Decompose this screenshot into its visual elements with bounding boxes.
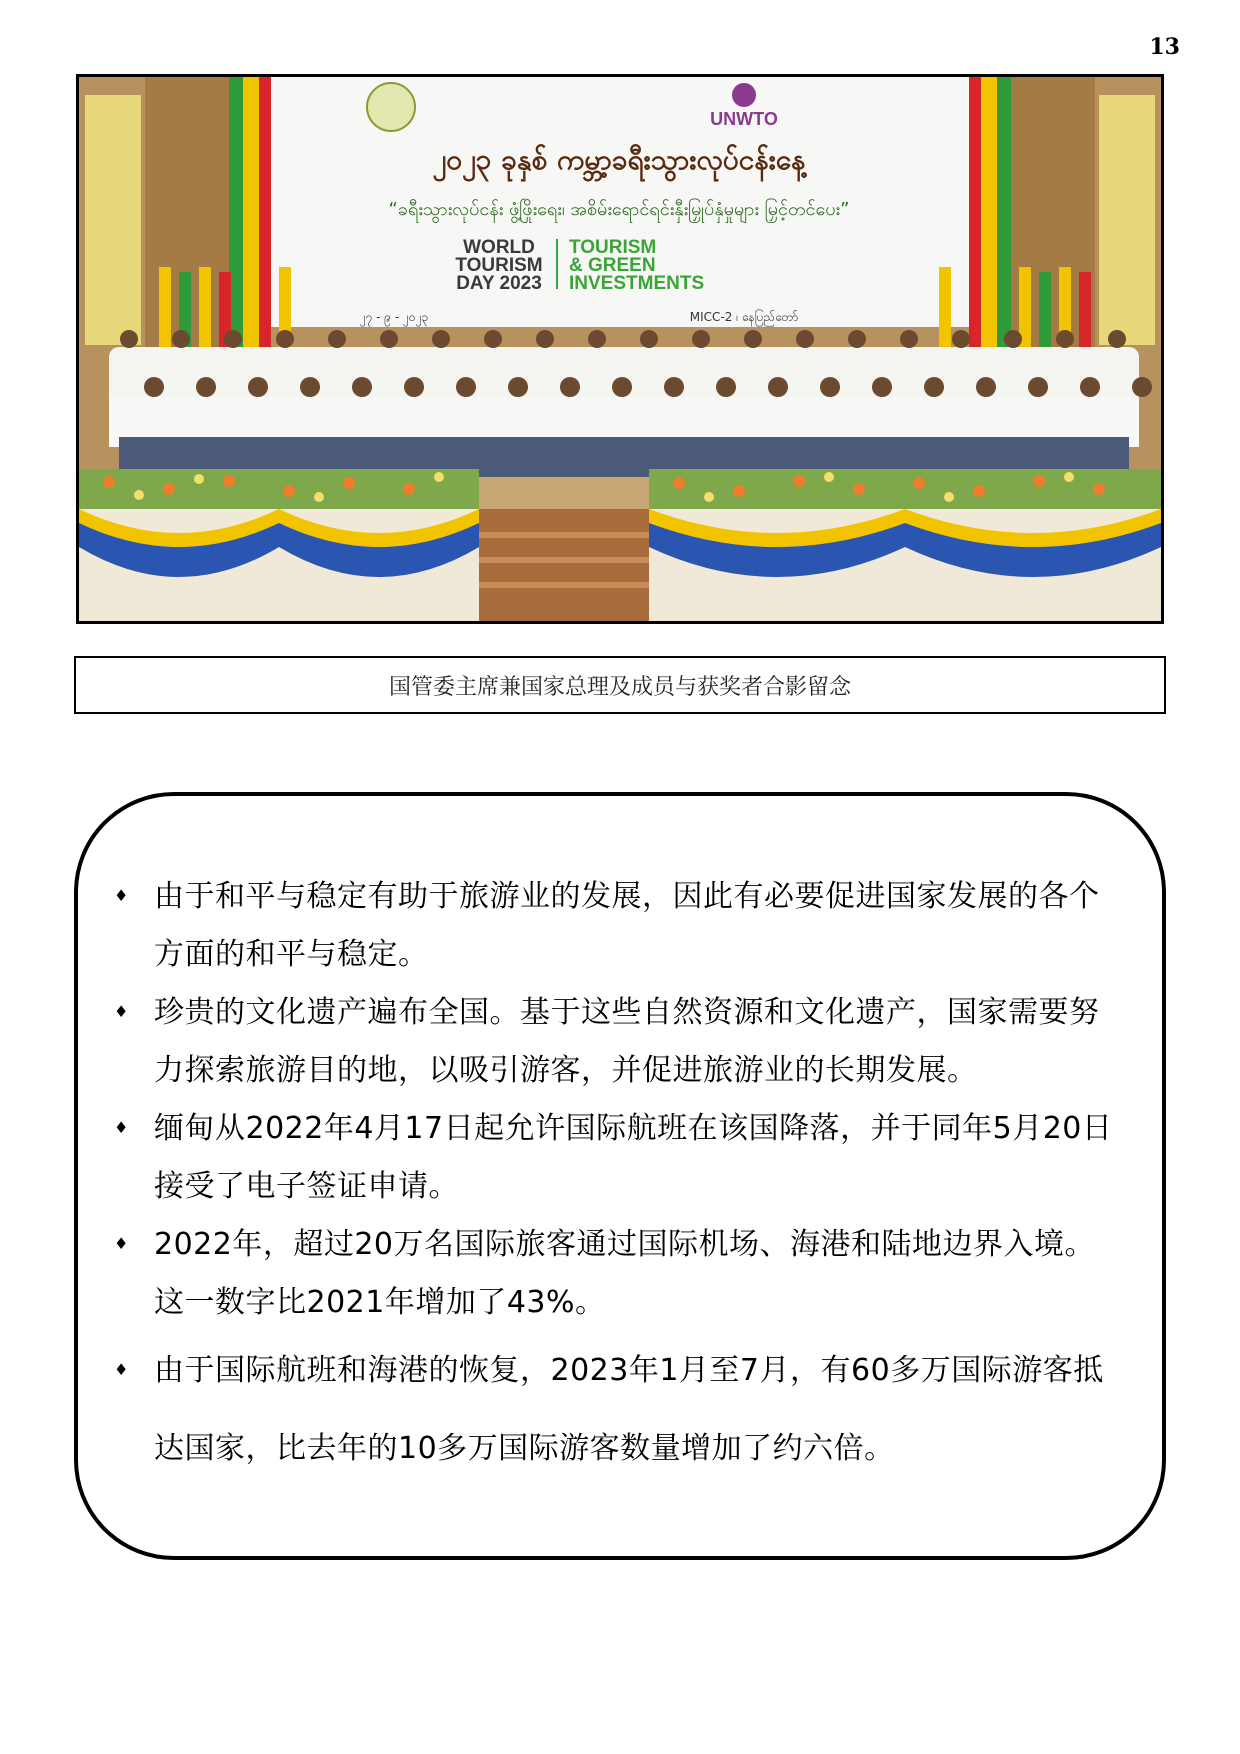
person-head bbox=[352, 377, 372, 397]
person-head bbox=[560, 377, 580, 397]
theme-line-1: TOURISM bbox=[569, 237, 657, 258]
person-head bbox=[872, 377, 892, 397]
diamond-bullet-icon: ♦ bbox=[114, 1360, 129, 1379]
bullet-text: 珍贵的文化遗产遍布全国。基于这些自然资源和文化遗产，国家需要努力探索旅游目的地，以吸引游客，并促进旅游业的长期发展。 bbox=[154, 995, 1100, 1088]
bullet-item bbox=[114, 868, 1124, 984]
person-head bbox=[952, 330, 970, 348]
bullet-item bbox=[114, 984, 1124, 1100]
person-head bbox=[380, 330, 398, 348]
person-head bbox=[1132, 377, 1152, 397]
person-head bbox=[1080, 377, 1100, 397]
person-head bbox=[300, 377, 320, 397]
page-number: 13 bbox=[1149, 34, 1180, 60]
ministry-logo-icon bbox=[367, 83, 415, 131]
person-head bbox=[404, 377, 424, 397]
person-head bbox=[612, 377, 632, 397]
person-head bbox=[172, 330, 190, 348]
person-head bbox=[484, 330, 502, 348]
person-head bbox=[144, 377, 164, 397]
person-head bbox=[692, 330, 710, 348]
person-head bbox=[1056, 330, 1074, 348]
group-photo-illustration bbox=[79, 77, 1161, 621]
person-head bbox=[1028, 377, 1048, 397]
person-head bbox=[664, 377, 684, 397]
diamond-bullet-icon: ♦ bbox=[114, 1118, 129, 1137]
person-head bbox=[900, 330, 918, 348]
person-head bbox=[508, 377, 528, 397]
person-head bbox=[248, 377, 268, 397]
bullet-text: 由于和平与稳定有助于旅游业的发展，因此有必要促进国家发展的各个方面的和平与稳定。 bbox=[154, 879, 1100, 972]
person-head bbox=[120, 330, 138, 348]
banner-slogan: “ခရီးသွားလုပ်ငန်း ဖွံ့ဖြိုးရေး၊ အစိမ်းရောင်ရင်းနှီးမြှုပ်နှံမှုများ မြှင့်တင်ပေး” bbox=[388, 199, 850, 220]
person-head bbox=[328, 330, 346, 348]
unwto-logo-text: UNWTO bbox=[710, 109, 778, 129]
person-head bbox=[276, 330, 294, 348]
person-head bbox=[744, 330, 762, 348]
bullet-item bbox=[114, 1216, 1124, 1332]
person-head bbox=[716, 377, 736, 397]
person-head bbox=[196, 377, 216, 397]
person-head bbox=[640, 330, 658, 348]
wtd-line-1: WORLD bbox=[463, 237, 535, 258]
event-date: ၂၇ - ၉ - ၂၀၂၃ bbox=[359, 310, 429, 324]
diamond-bullet-icon: ♦ bbox=[114, 1234, 129, 1253]
info-box bbox=[74, 792, 1166, 1560]
group-photo bbox=[76, 74, 1164, 624]
banner-title: ၂၀၂၃ ခုနှစ် ကမ္ဘာ့ခရီးသွားလုပ်ငန်းနေ့ bbox=[432, 143, 806, 176]
person-head bbox=[924, 377, 944, 397]
person-head bbox=[820, 377, 840, 397]
person-head bbox=[432, 330, 450, 348]
person-head bbox=[1108, 330, 1126, 348]
photo-caption: 国管委主席兼国家总理及成员与获奖者合影留念 bbox=[74, 656, 1166, 714]
theme-line-2: & GREEN bbox=[569, 255, 656, 276]
wtd-line-2: TOURISM bbox=[455, 255, 543, 276]
diamond-bullet-icon: ♦ bbox=[114, 886, 129, 905]
person-head bbox=[456, 377, 476, 397]
person-head bbox=[768, 377, 788, 397]
wtd-line-3: DAY 2023 bbox=[456, 273, 542, 294]
bullet-text: 由于国际航班和海港的恢复，2023年1月至7月，有60多万国际游客抵达国家，比去年的10多万国际游客数量增加了约六倍。 bbox=[154, 1353, 1104, 1466]
theme-line-3: INVESTMENTS bbox=[569, 273, 705, 294]
bullet-text: 缅甸从2022年4月17日起允许国际航班在该国降落，并于同年5月20日接受了电子签证申请。 bbox=[154, 1111, 1113, 1204]
person-head bbox=[588, 330, 606, 348]
unwto-globe-icon bbox=[732, 83, 756, 107]
bullet-text: 2022年，超过20万名国际旅客通过国际机场、海港和陆地边界入境。这一数字比2021年增加了43%。 bbox=[154, 1227, 1096, 1320]
person-head bbox=[796, 330, 814, 348]
person-head bbox=[1004, 330, 1022, 348]
seated-people bbox=[109, 397, 1139, 477]
bullet-list bbox=[114, 868, 1124, 1488]
person-head bbox=[224, 330, 242, 348]
flowers-right bbox=[649, 469, 1161, 509]
person-head bbox=[848, 330, 866, 348]
bullet-item bbox=[114, 1332, 1124, 1488]
flowers-left bbox=[79, 469, 479, 509]
person-head bbox=[976, 377, 996, 397]
stage-stairs bbox=[479, 509, 649, 621]
event-venue: MICC-2 ၊ နေပြည်တော် bbox=[689, 310, 799, 324]
diamond-bullet-icon: ♦ bbox=[114, 1002, 129, 1021]
person-head bbox=[536, 330, 554, 348]
bullet-item bbox=[114, 1100, 1124, 1216]
